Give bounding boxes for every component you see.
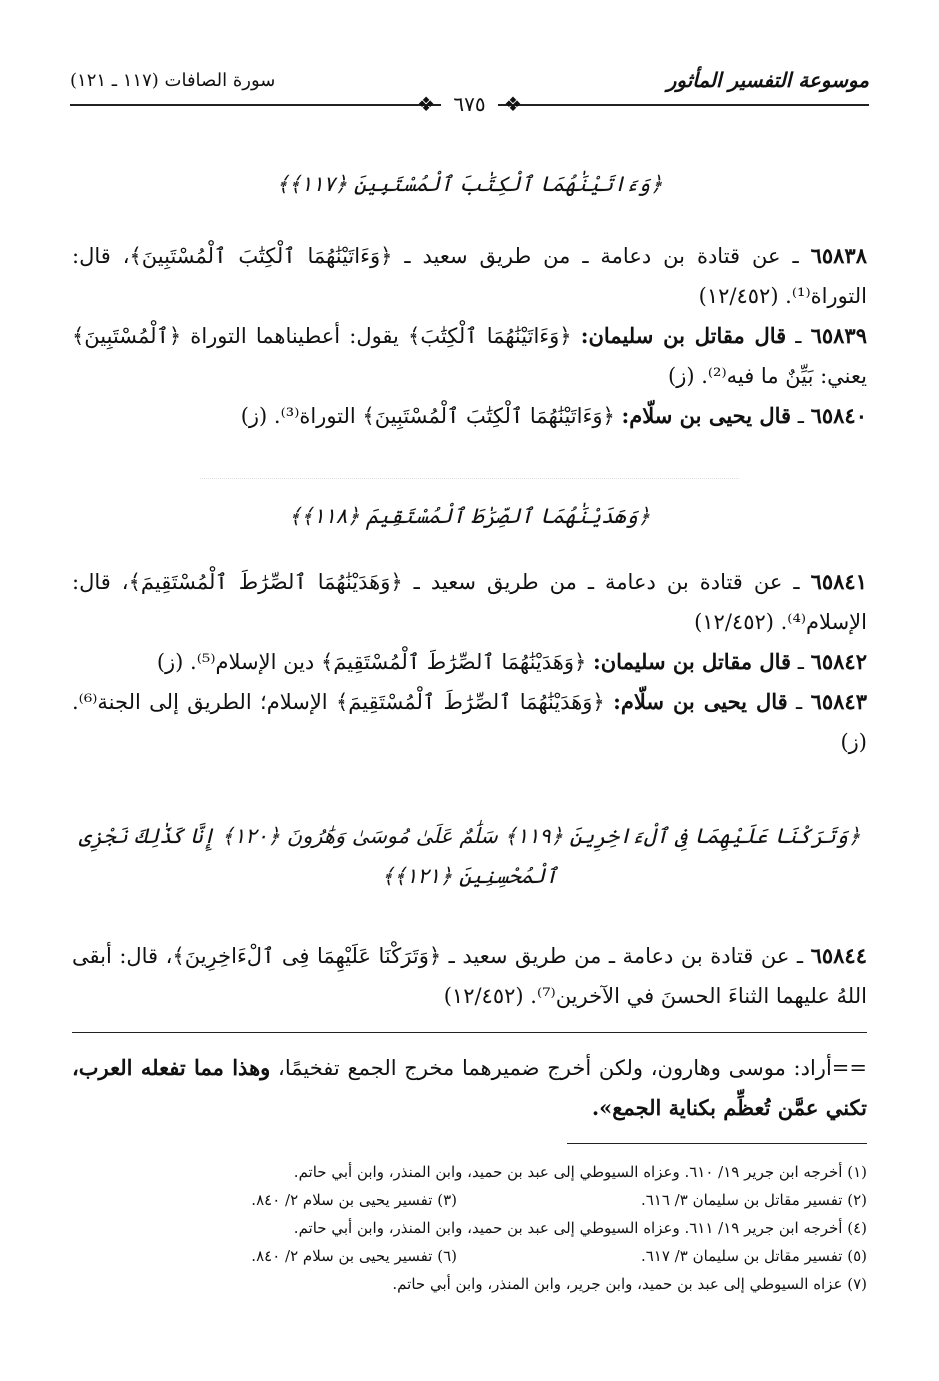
entry-number: ٦٥٨٤٣ <box>810 689 867 714</box>
footnote <box>72 1270 867 1298</box>
divider <box>200 478 739 479</box>
footnote <box>72 1214 867 1242</box>
entry-speaker: قال يحيى بن سلّام: <box>613 689 788 714</box>
continuation-note <box>72 1048 867 1128</box>
book-title: موسوعة التفسير المأثور <box>666 68 869 92</box>
footnote-text: (١) أخرجه ابن جرير ١٩/ ٦١٠. وعزاه السيوطي إلى عبد بن حميد، وابن المنذر، وابن أبي حاتم. <box>293 1163 867 1181</box>
footnotes <box>72 1158 867 1298</box>
entry-text: ﴿وَهَدَيْنَٰهُمَا ٱلصِّرَٰطَ ٱلْمُسْتَقِيمَ﴾ الإسلام؛ الطريق إلى الجنة⁽⁶⁾. (ز) <box>72 690 867 754</box>
section-body <box>72 562 867 762</box>
section-body <box>72 936 867 1016</box>
footnote-separator <box>567 1143 867 1144</box>
note-marker: == <box>831 1056 867 1080</box>
note-paragraph <box>72 1048 867 1128</box>
narration-entry <box>72 562 867 642</box>
ornament-icon: ❖ <box>417 92 442 116</box>
footnote-text: (٤) أخرجه ابن جرير ١٩/ ٦١١. وعزاه السيوطي إلى عبد بن حميد، وابن المنذر، وابن أبي حاتم. <box>293 1219 867 1237</box>
entry-text: ـ عن قتادة بن دعامة ـ من طريق سعيد ـ ﴿وَءَاتَيْنَٰهُمَا ٱلْكِتَٰبَ ٱلْمُسْتَبِينَ﴾، قال: التوراة⁽¹⁾. (١٢/٤٥٢) <box>72 244 867 308</box>
footnote-text: (٦) تفسير يحيى بن سلام ٢/ ٨٤٠. <box>251 1247 457 1265</box>
entry-text: ـ عن قتادة بن دعامة ـ من طريق سعيد ـ ﴿وَهَدَيْنَٰهُمَا ٱلصِّرَٰطَ ٱلْمُسْتَقِيمَ﴾، قال: الإسلام⁽⁴⁾. (١٢/٤٥٢) <box>72 570 867 634</box>
footnote-text: (٢) تفسير مقاتل بن سليمان ٣/ ٦١٦. <box>640 1191 867 1209</box>
entry-number: ٦٥٨٤٠ <box>810 403 867 428</box>
note-text: أراد: موسى وهارون، ولكن أخرج ضميرهما مخرج الجمع تفخيمًا، <box>270 1056 832 1080</box>
entry-speaker: قال يحيى بن سلّام: <box>621 403 792 428</box>
surah-range: سورة الصافات (١١٧ ـ ١٢١) <box>70 70 276 91</box>
entry-text: ـ عن قتادة بن دعامة ـ من طريق سعيد ـ ﴿وَتَرَكْنَا عَلَيْهِمَا فِى ٱلْءَاخِرِينَ﴾، قال: أبقى اللهُ عليهما الثناءَ الحسنَ في الآخرين⁽⁷⁾. (١٢/٤٥٢) <box>72 944 867 1008</box>
narration-entry <box>72 236 867 316</box>
page-number-wrap <box>0 92 939 116</box>
footnote-text: (٣) تفسير يحيى بن سلام ٢/ ٨٤٠. <box>251 1191 457 1209</box>
entry-number: ٦٥٨٤١ <box>810 569 867 594</box>
entry-number: ٦٥٨٤٤ <box>810 943 867 968</box>
footnote <box>72 1158 867 1186</box>
narration-entry: ٦٥٨٣٩ ـ قال مقاتل بن سليمان: ﴿وَءَاتَيْنَٰهُمَا ٱلْكِتَٰبَ﴾ يقول: أعطيناهما التوراة ﴿ٱلْمُسْتَبِينَ﴾ يعني: بَيِّنٌ ما فيه⁽²⁾. (ز) <box>72 323 867 388</box>
note-bold-text: وهذا مما تفعله العرب، تكني عمَّن تُعظِّم بكناية الجمع». <box>72 1055 867 1120</box>
ornament-icon: ❖ <box>497 92 522 116</box>
verse-heading: ﴿وَتَرَكْنَا عَلَيْهِمَا فِى ٱلْءَاخِرِينَ ﴿١١٩﴾ سَلَٰمٌ عَلَىٰ مُوسَىٰ وَهَٰرُونَ ﴿١٢٠﴾ إِنَّا كَذَٰلِكَ نَجْزِى ٱلْمُحْسِنِينَ ﴿١٢١﴾﴾ <box>78 824 861 888</box>
narration-entry <box>72 936 867 1016</box>
footnote <box>72 1242 867 1270</box>
entry-speaker: قال مقاتل بن سليمان: <box>580 323 787 348</box>
narration-entry: ٦٥٨٤٣ ـ قال يحيى بن سلّام: ﴿وَهَدَيْنَٰهُمَا ٱلصِّرَٰطَ ٱلْمُسْتَقِيمَ﴾ الإسلام؛ الطريق إلى الجنة⁽⁶⁾. (ز) <box>72 689 867 754</box>
narration-entry: ٦٥٨٤٢ ـ قال مقاتل بن سليمان: ﴿وَهَدَيْنَٰهُمَا ٱلصِّرَٰطَ ٱلْمُسْتَقِيمَ﴾ دين الإسلام⁽⁵⁾. (ز) <box>156 649 867 674</box>
entry-text: ﴿وَءَاتَيْنَٰهُمَا ٱلْكِتَٰبَ﴾ يقول: أعطيناهما التوراة ﴿ٱلْمُسْتَبِينَ﴾ يعني: بَيِّنٌ ما فيه⁽²⁾. (ز) <box>72 324 867 388</box>
page-number: ٦٧٥ <box>441 92 497 116</box>
footnote-text: (٥) تفسير مقاتل بن سليمان ٣/ ٦١٧. <box>640 1247 867 1265</box>
section-body <box>72 236 867 436</box>
verse-heading: ﴿وَهَدَيْنَٰهُمَا ٱلصِّرَٰطَ ٱلْمُسْتَقِيمَ ﴿١١٨﴾﴾ <box>288 504 651 528</box>
verse-heading: ﴿وَءَاتَيْنَٰهُمَا ٱلْكِتَٰبَ ٱلْمُسْتَبِينَ ﴿١١٧﴾﴾ <box>276 172 663 196</box>
entry-speaker: قال مقاتل بن سليمان: <box>593 649 792 674</box>
entry-number: ٦٥٨٣٨ <box>810 243 867 268</box>
footnote-text: (٧) عزاه السيوطي إلى عبد بن حميد، وابن جرير، وابن المنذر، وابن أبي حاتم. <box>392 1275 867 1293</box>
entry-number: ٦٥٨٤٢ <box>810 649 867 674</box>
separator-line <box>72 1032 867 1033</box>
entry-number: ٦٥٨٣٩ <box>810 323 867 348</box>
entry-text: ﴿وَءَاتَيْنَٰهُمَا ٱلْكِتَٰبَ ٱلْمُسْتَبِينَ﴾ التوراة⁽³⁾. (ز) <box>240 404 622 428</box>
footnote <box>72 1186 867 1214</box>
narration-entry: ٦٥٨٤٠ ـ قال يحيى بن سلّام: ﴿وَءَاتَيْنَٰهُمَا ٱلْكِتَٰبَ ٱلْمُسْتَبِينَ﴾ التوراة⁽³⁾. (ز) <box>240 403 867 428</box>
entry-text: ﴿وَهَدَيْنَٰهُمَا ٱلصِّرَٰطَ ٱلْمُسْتَقِيمَ﴾ دين الإسلام⁽⁵⁾. (ز) <box>156 650 593 674</box>
